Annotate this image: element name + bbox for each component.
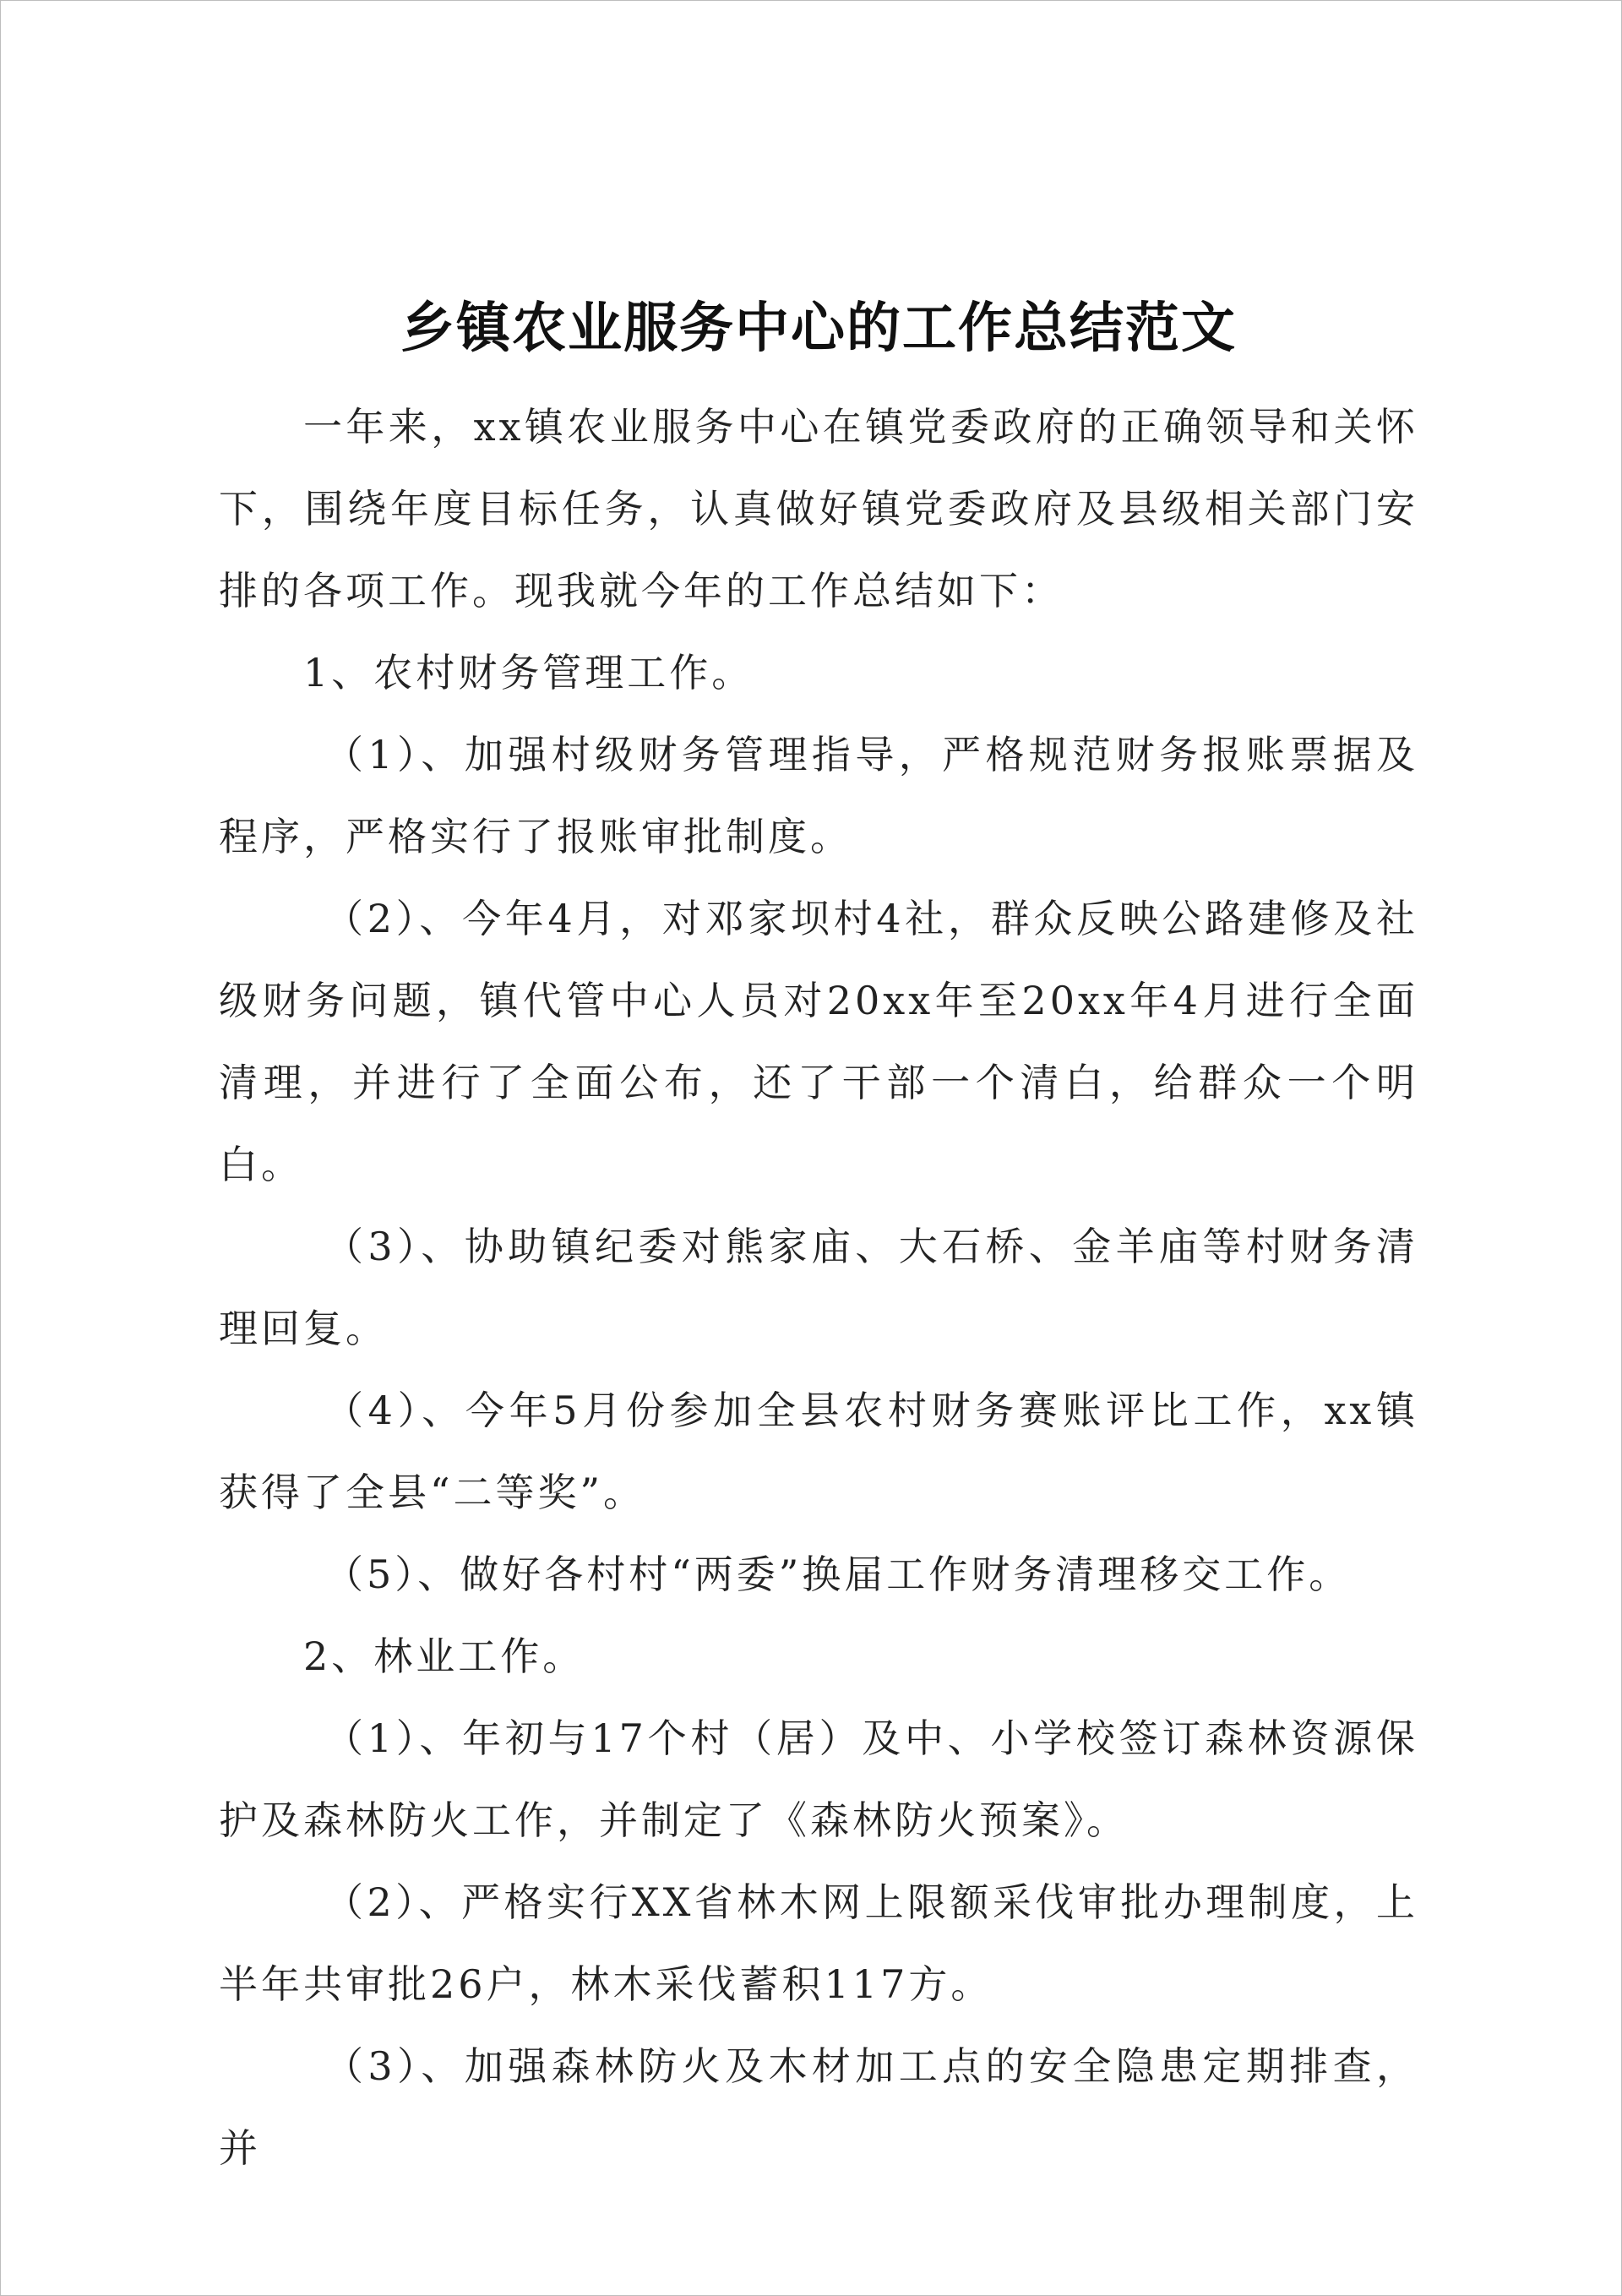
forestry-item-3: （3）、加强森林防火及木材加工点的安全隐患定期排查，并 bbox=[219, 2043, 1418, 2171]
section-heading-finance: 1、农村财务管理工作。 bbox=[303, 650, 754, 695]
finance-item-4: （4）、今年5月份参加全县农村财务赛账评比工作，xx镇获得了全县“二等奖”。 bbox=[219, 1388, 1418, 1515]
document-body bbox=[219, 288, 1418, 2190]
finance-item-3: （3）、协助镇纪委对熊家庙、大石桥、金羊庙等村财务清理回复。 bbox=[219, 1224, 1418, 1351]
forestry-item-2: （2）、严格实行XX省林木网上限额采伐审批办理制度，上半年共审批26户，林木采伐蓄积117方。 bbox=[219, 1879, 1418, 2007]
paragraph-intro: 一年来，xx镇农业服务中心在镇党委政府的正确领导和关怀下，围绕年度目标任务，认真做好镇党委政府及县级相关部门安排的各项工作。现我就今年的工作总结如下： bbox=[219, 404, 1418, 614]
document-title: 乡镇农业服务中心的工作总结范文 bbox=[400, 297, 1237, 360]
finance-item-1: （1）、加强村级财务管理指导，严格规范财务报账票据及程序，严格实行了报账审批制度。 bbox=[219, 732, 1418, 859]
finance-item-5: （5）、做好各村村“两委”换届工作财务清理移交工作。 bbox=[324, 1552, 1352, 1597]
finance-item-2: （2）、今年4月，对邓家坝村4社，群众反映公路建修及社级财务问题，镇代管中心人员对20xx年至20xx年4月进行全面清理，并进行了全面公布，还了干部一个清白，给群众一个明白。 bbox=[219, 896, 1418, 1187]
section-heading-forestry: 2、林业工作。 bbox=[303, 1633, 585, 1679]
forestry-item-1: （1）、年初与17个村（居）及中、小学校签订森林资源保护及森林防火工作，并制定了《森林防火预案》。 bbox=[219, 1715, 1418, 1843]
